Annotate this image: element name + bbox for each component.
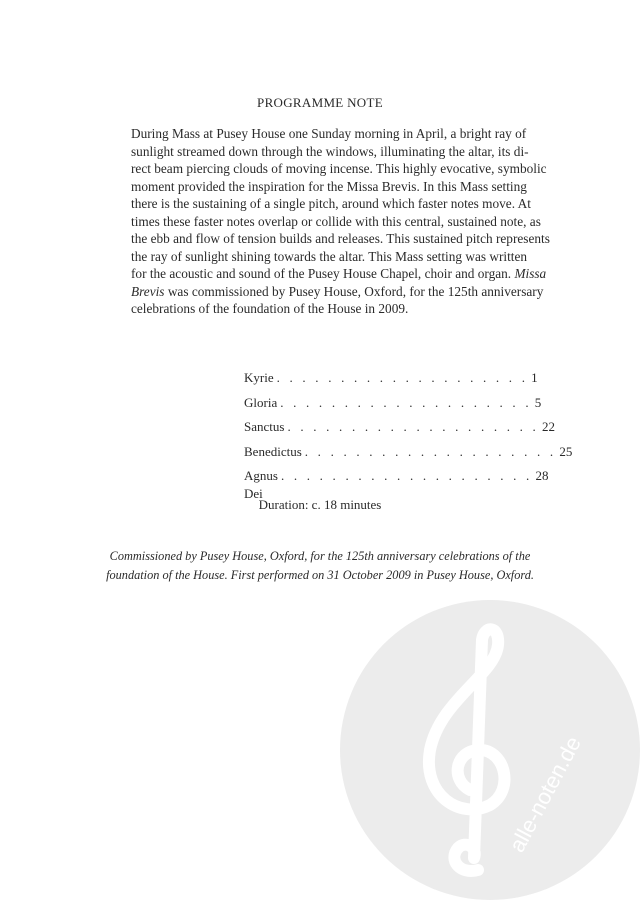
line-text: for the acoustic and sound of the Pusey House Chapel, choir and organ. xyxy=(131,266,512,281)
toc-page: 25 xyxy=(559,443,573,459)
table-of-contents xyxy=(244,369,573,502)
toc-title: Sanctus xyxy=(244,419,285,435)
toc-entry xyxy=(244,418,556,443)
paragraph-line: the ray of sunlight shining towards the altar. This Mass setting was written xyxy=(131,248,528,264)
toc-page: 22 xyxy=(542,419,556,435)
toc-entry xyxy=(244,394,542,419)
toc-leader-dots: . . . . . . . . . . . . . . . . . . . . xyxy=(276,370,529,385)
paragraph-line: times these faster notes overlap or collide with this central, sustained note, as xyxy=(131,213,541,229)
toc-leader-dots: . . . . . . . . . . . . . . . . . . . . xyxy=(280,468,533,484)
toc-title: Gloria xyxy=(244,394,278,410)
toc-page: 28 xyxy=(535,468,549,484)
toc-entry xyxy=(244,467,549,502)
toc-title: Benedictus xyxy=(244,443,302,459)
toc-page: 1 xyxy=(531,370,538,385)
paragraph-line xyxy=(131,283,544,301)
toc-leader-dots: . . . . . . . . . . . . . . . . . . . . xyxy=(287,419,540,435)
commission-credit xyxy=(0,547,640,585)
duration: Duration: c. 18 minutes xyxy=(258,497,382,512)
watermark-text: alle-noten.de xyxy=(504,732,586,857)
paragraph-line: sunlight streamed down through the windows, illuminating the altar, its di- xyxy=(131,143,529,159)
paragraph-line: During Mass at Pusey House one Sunday morning in April, a bright ray of xyxy=(131,126,527,141)
toc-leader-dots: . . . . . . . . . . . . . . . . . . . . xyxy=(304,443,557,459)
paragraph-line: celebrations of the foundation of the House in 2009. xyxy=(131,301,409,316)
programme-note-paragraph xyxy=(131,125,550,318)
page-title: PROGRAMME NOTE xyxy=(257,95,383,110)
work-title-italic: Missa xyxy=(514,266,547,281)
paragraph-line: rect beam piercing clouds of moving incense. This highly evocative, symbolic xyxy=(131,161,547,176)
toc-title: Agnus Dei xyxy=(244,468,278,502)
watermark xyxy=(340,600,640,900)
toc-leader-dots: . . . . . . . . . . . . . . . . . . . . xyxy=(280,394,532,410)
toc-page: 5 xyxy=(534,394,542,410)
toc-entry xyxy=(244,369,538,394)
paragraph-line xyxy=(131,265,547,283)
paragraph-line: the ebb and flow of tension builds and releases. This sustained pitch represents xyxy=(131,231,550,246)
credit-line: foundation of the House. First performed on 31 October 2009 in Pusey House, Oxford. xyxy=(106,568,534,582)
toc-entry xyxy=(244,443,573,468)
line-text: was commissioned by Pusey House, Oxford, for the 125th anniversary xyxy=(167,283,544,299)
paragraph-line: there is the sustaining of a single pitch, around which faster notes move. At xyxy=(131,196,531,211)
paragraph-line: moment provided the inspiration for the Missa Brevis. In this Mass setting xyxy=(131,178,527,194)
toc-title: Kyrie xyxy=(244,370,274,385)
credit-line: Commissioned by Pusey House, Oxford, for the 125th anniversary celebrations of the xyxy=(109,549,531,563)
work-title-italic: Brevis xyxy=(131,283,165,299)
